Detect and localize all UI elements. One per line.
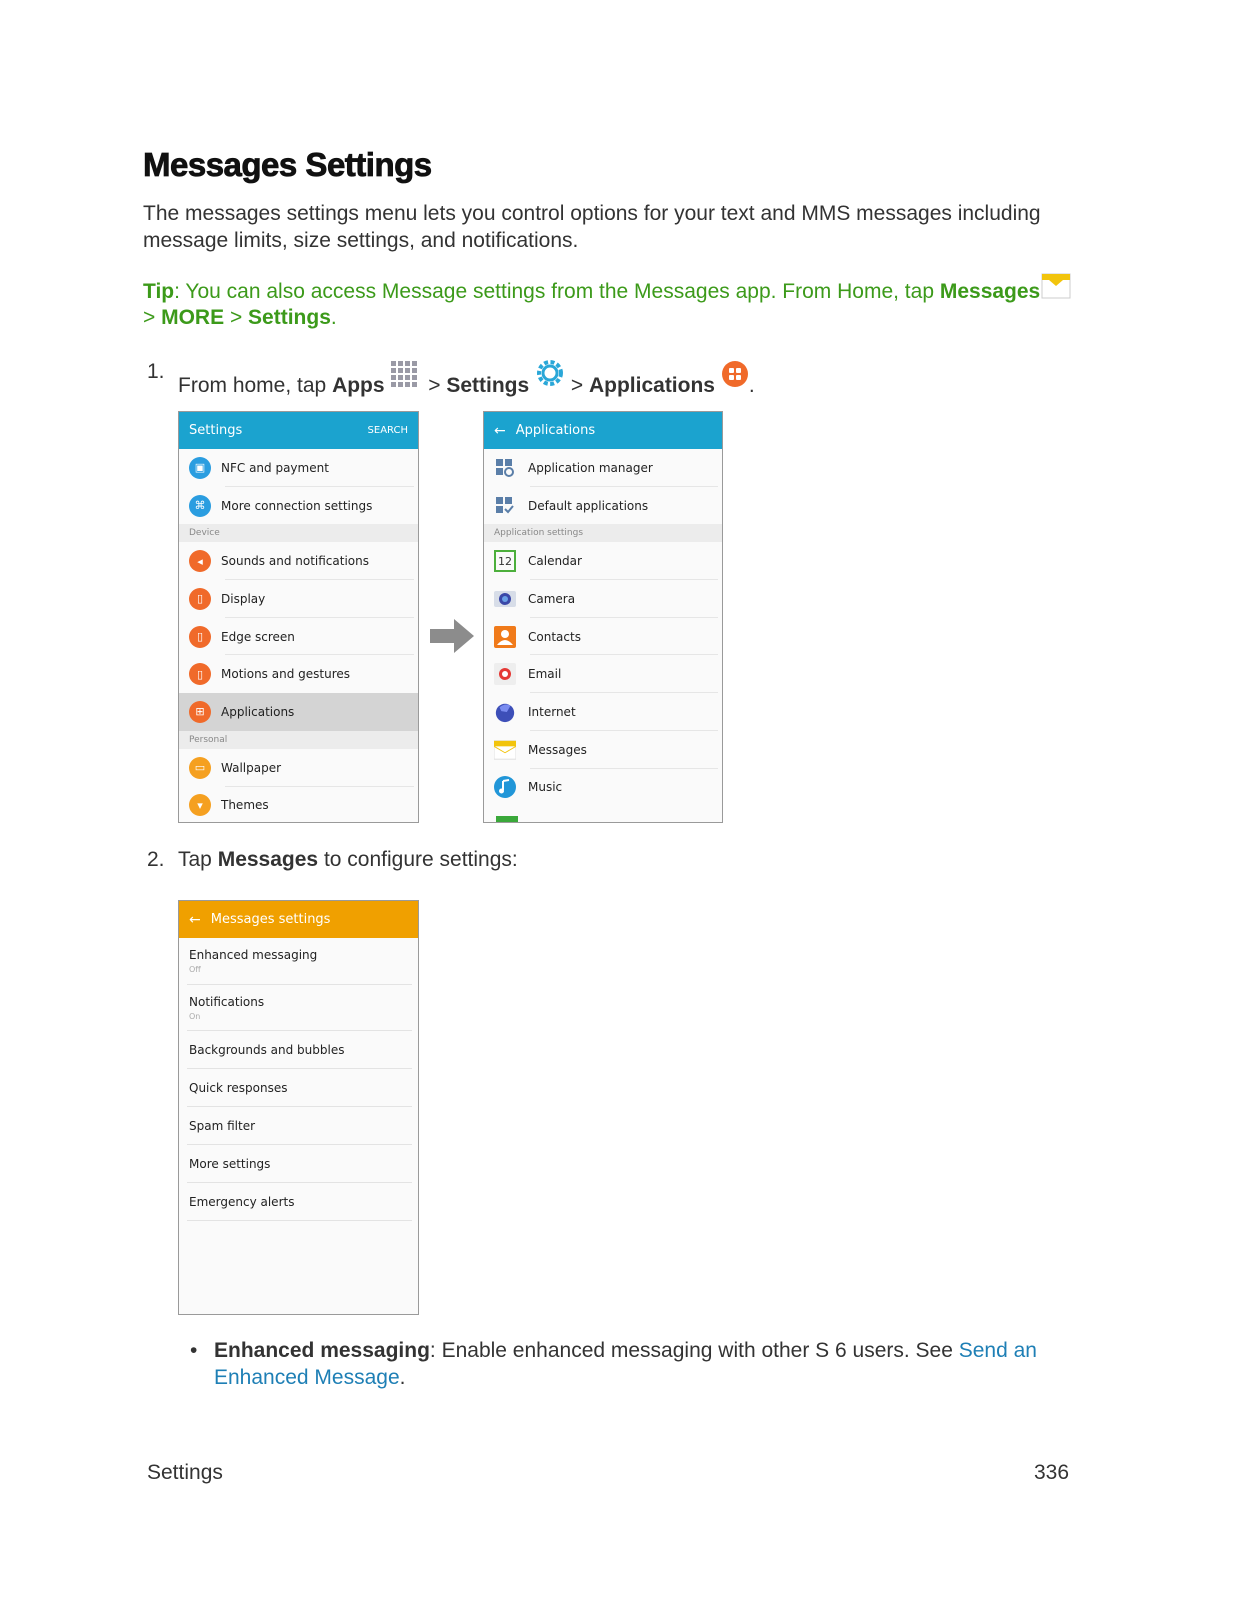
partial-app-icon bbox=[496, 816, 518, 823]
bullet-dot: • bbox=[190, 1339, 198, 1362]
app-item-email[interactable] bbox=[484, 655, 722, 693]
setting-label: Notifications bbox=[189, 995, 265, 1009]
settings-item-edge-screen[interactable] bbox=[179, 618, 418, 656]
default-applications-icon bbox=[494, 495, 516, 517]
step-end: . bbox=[748, 374, 755, 397]
sound-icon: ◂ bbox=[189, 550, 211, 572]
app-item-default-applications[interactable] bbox=[484, 487, 722, 525]
setting-label: Backgrounds and bubbles bbox=[189, 1043, 345, 1057]
settings-item-label: Motions and gestures bbox=[221, 667, 351, 682]
applications-icon: ⊞ bbox=[189, 701, 211, 723]
settings-item-display[interactable] bbox=[179, 580, 418, 618]
messages-settings-bar-title: Messages settings bbox=[210, 912, 331, 927]
themes-icon: ▾ bbox=[189, 794, 211, 816]
music-icon bbox=[494, 776, 516, 798]
bullet-end: . bbox=[399, 1366, 406, 1389]
internet-icon bbox=[494, 701, 516, 723]
app-item-label: Default applications bbox=[528, 498, 649, 513]
step-sep2: > bbox=[565, 374, 589, 397]
messages-settings-screenshot bbox=[178, 900, 419, 1315]
settings-item-nfc[interactable] bbox=[179, 449, 418, 487]
step-applications: Applications bbox=[588, 374, 715, 397]
setting-notifications[interactable] bbox=[179, 985, 418, 1031]
setting-more-settings[interactable] bbox=[179, 1145, 418, 1183]
applications-screenshot bbox=[483, 411, 723, 823]
applications-icon bbox=[721, 360, 749, 395]
tip-end: . bbox=[330, 306, 337, 329]
tip-sep1: > bbox=[143, 306, 162, 329]
settings-item-label: More connection settings bbox=[221, 498, 373, 513]
step-2 bbox=[147, 846, 847, 873]
tip-messages: Messages bbox=[939, 280, 1041, 303]
back-arrow-icon[interactable]: ← bbox=[189, 911, 201, 928]
settings-item-sounds[interactable] bbox=[179, 542, 418, 580]
settings-item-label: Display bbox=[221, 591, 266, 606]
app-item-label: Calendar bbox=[528, 554, 582, 569]
step-apps: Apps bbox=[332, 374, 385, 397]
settings-item-applications[interactable] bbox=[179, 693, 418, 731]
settings-item-label: Themes bbox=[221, 798, 269, 813]
tip-text: : You can also access Message settings from the Messages app. From Home, tap bbox=[174, 280, 940, 303]
settings-item-label: Wallpaper bbox=[221, 760, 282, 775]
app-item-label: Camera bbox=[528, 591, 576, 606]
app-item-camera[interactable] bbox=[484, 580, 722, 618]
settings-app-bar bbox=[179, 412, 418, 449]
application-settings-header: Application settings bbox=[484, 524, 722, 542]
email-icon bbox=[494, 663, 516, 685]
settings-item-label: Sounds and notifications bbox=[221, 554, 369, 569]
apps-grid-icon bbox=[390, 360, 422, 397]
setting-label: More settings bbox=[189, 1157, 271, 1171]
settings-item-label: Edge screen bbox=[221, 629, 295, 644]
nfc-icon: ▣ bbox=[189, 457, 211, 479]
bullet-enhanced-messaging bbox=[190, 1337, 1070, 1391]
personal-header: Personal bbox=[179, 731, 418, 749]
page-number: 336 bbox=[1034, 1461, 1070, 1484]
bullet-text: : Enable enhanced messaging with other S 6 users. See bbox=[429, 1339, 959, 1362]
settings-bar-title: Settings bbox=[189, 423, 243, 438]
right-arrow-icon bbox=[430, 617, 475, 660]
app-item-internet[interactable] bbox=[484, 693, 722, 731]
applications-app-bar bbox=[484, 412, 722, 449]
messages-icon bbox=[494, 739, 516, 761]
setting-quick-responses[interactable] bbox=[179, 1069, 418, 1107]
messages-settings-app-bar bbox=[179, 901, 418, 938]
step-sep1: > bbox=[422, 374, 447, 397]
app-item-label: Contacts bbox=[528, 629, 581, 644]
setting-enhanced-messaging[interactable] bbox=[179, 938, 418, 985]
setting-status: Off bbox=[189, 965, 201, 974]
setting-label: Enhanced messaging bbox=[189, 948, 318, 962]
setting-label: Spam filter bbox=[189, 1119, 256, 1133]
setting-emergency-alerts[interactable] bbox=[179, 1183, 418, 1221]
setting-backgrounds-bubbles[interactable] bbox=[179, 1031, 418, 1069]
app-item-application-manager[interactable] bbox=[484, 449, 722, 487]
device-header: Device bbox=[179, 524, 418, 542]
step-text: Tap bbox=[178, 848, 218, 871]
step-text: From home, tap bbox=[178, 374, 333, 397]
display-icon: ▯ bbox=[189, 588, 211, 610]
search-button[interactable]: SEARCH bbox=[367, 425, 408, 436]
app-item-label: Email bbox=[528, 667, 562, 682]
setting-label: Emergency alerts bbox=[189, 1195, 295, 1209]
contacts-icon bbox=[494, 626, 516, 648]
tip-paragraph bbox=[143, 279, 1093, 331]
messages-envelope-icon bbox=[1041, 271, 1071, 308]
step-1 bbox=[147, 358, 1097, 399]
footer-section: Settings bbox=[147, 1461, 223, 1484]
tip-settings: Settings bbox=[248, 306, 331, 329]
back-arrow-icon[interactable]: ← bbox=[494, 422, 506, 439]
app-item-contacts[interactable] bbox=[484, 618, 722, 656]
app-item-label: Application manager bbox=[528, 460, 653, 475]
setting-label: Quick responses bbox=[189, 1081, 288, 1095]
step-post: to configure settings: bbox=[318, 848, 518, 871]
step-number: 2. bbox=[147, 848, 165, 871]
settings-item-themes[interactable] bbox=[179, 787, 418, 824]
settings-screenshot bbox=[178, 411, 419, 823]
connection-icon: ⌘ bbox=[189, 495, 211, 517]
application-manager-icon bbox=[494, 457, 516, 479]
tip-sep2: > bbox=[224, 306, 249, 329]
step-number: 1. bbox=[147, 360, 165, 383]
camera-icon bbox=[494, 588, 516, 610]
tip-label: Tip bbox=[143, 280, 175, 303]
bullet-term: Enhanced messaging bbox=[214, 1339, 430, 1362]
step-settings: Settings bbox=[446, 374, 530, 397]
motions-icon: ▯ bbox=[189, 663, 211, 685]
settings-item-motions[interactable] bbox=[179, 655, 418, 693]
settings-gear-icon bbox=[535, 358, 565, 395]
settings-item-label: NFC and payment bbox=[221, 460, 329, 475]
app-item-messages[interactable] bbox=[484, 731, 722, 769]
page-title: Messages Settings bbox=[143, 146, 432, 183]
settings-item-more-connection[interactable] bbox=[179, 487, 418, 525]
setting-status: On bbox=[189, 1012, 201, 1021]
send-enhanced-message-link[interactable]: Send an Enhanced Message bbox=[214, 1339, 1037, 1389]
app-item-label: Messages bbox=[528, 742, 587, 757]
app-item-music[interactable] bbox=[484, 769, 722, 807]
app-item-calendar[interactable] bbox=[484, 542, 722, 580]
setting-spam-filter[interactable] bbox=[179, 1107, 418, 1145]
settings-item-wallpaper[interactable] bbox=[179, 749, 418, 787]
edge-screen-icon: ▯ bbox=[189, 626, 211, 648]
step-messages: Messages bbox=[217, 848, 319, 871]
intro-paragraph: The messages settings menu lets you control options for your text and MMS messages including message limits, size settings, and notifications. bbox=[143, 202, 1041, 252]
tip-more: MORE bbox=[161, 306, 225, 329]
applications-bar-title: Applications bbox=[515, 423, 596, 438]
wallpaper-icon: ▭ bbox=[189, 757, 211, 779]
app-item-label: Music bbox=[528, 780, 563, 795]
app-item-label: Internet bbox=[528, 704, 576, 719]
calendar-day: 12 bbox=[498, 554, 512, 568]
calendar-icon bbox=[494, 550, 516, 572]
settings-item-label: Applications bbox=[221, 704, 295, 719]
